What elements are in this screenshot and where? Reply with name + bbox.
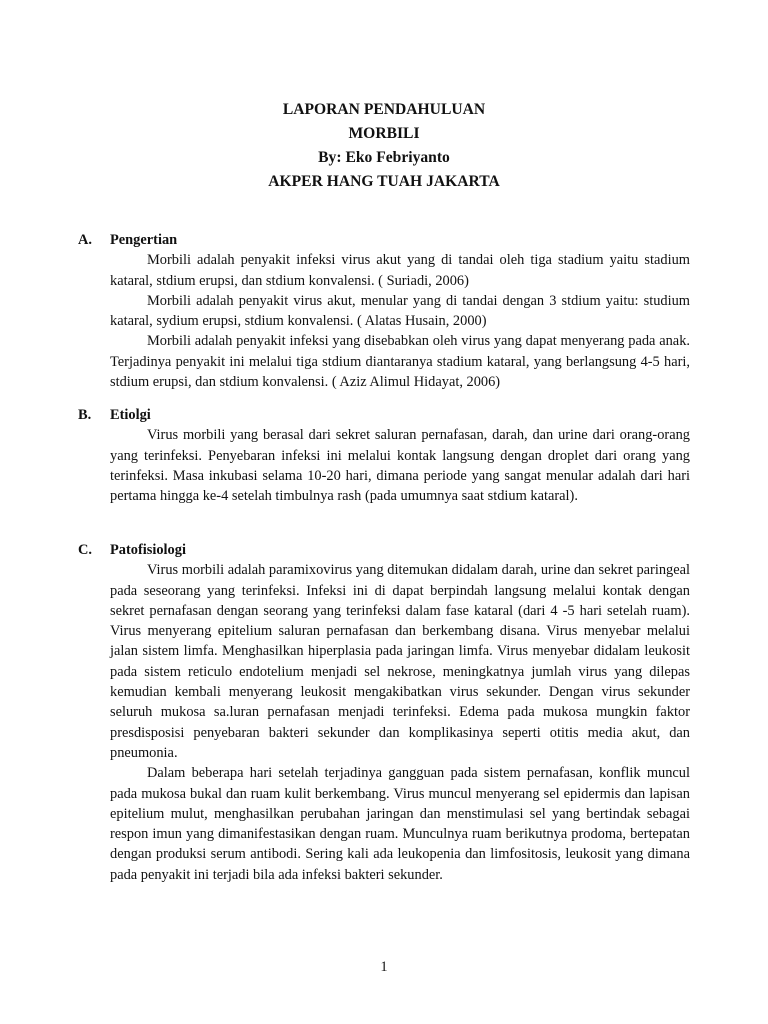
paragraph: Morbili adalah penyakit infeksi yang disebabkan oleh virus yang dapat menyerang pada anak. Terjadinya penyakit ini melalui tiga stdium diantaranya stadium kataral, yang berlangsung 4-5 hari, stdium erupsi, dan stdium konvalensi. ( Aziz Alimul Hidayat, 2006) [110,333,690,391]
report-institution: AKPER HANG TUAH JAKARTA [268,173,500,190]
paragraph: Dalam beberapa hari setelah terjadinya gangguan pada sistem pernafasan, konflik muncul pada mukosa bukal dan ruam kulit berkembang. Virus muncul menyerang sel epidermis dan lapisan epitelium mulut, menghasilkan perubahan jaringan dan menstimulasi sel yang bertindak sebagai respon imun yang dimanifestasikan dengan ruam. Munculnya ruam berikutnya prodoma, bertepatan dengan produksi serum antibodi. Sering kali ada leukopenia dan limfositosis, leukosit yang dimana pada penyakit ini terjadi bila ada infeksi bakteri sekunder. [110,765,690,883]
section-body [78,250,690,392]
page-number: 1 [380,959,388,975]
section-letter: B. [78,407,92,423]
section-patofisiologi [78,540,690,885]
report-author: By: Eko Febriyanto [318,149,450,166]
paragraph: Virus morbili yang berasal dari sekret saluran pernafasan, darah, dan urine dari orang-orang yang terinfeksi. Penyebaran infeksi ini melalui kontak langsung dengan droplet dari orang yang terinfeksi. Masa inkubasi selama 10-20 hari, dimana periode yang sangat menular adalah dari hari pertama hingga ke-4 setelah timbulnya rash (pada umumnya saat stdium kataral). [110,427,690,505]
section-letter: A. [78,232,92,248]
report-title: LAPORAN PENDAHULUAN [282,101,486,118]
section-title: Pengertian [110,232,178,248]
section-letter: C. [78,542,92,558]
paragraph: Virus morbili adalah paramixovirus yang ditemukan didalam darah, urine dan sekret paringeal pada seseorang yang terinfeksi. Infeksi ini di dapat berpindah langsung melalui kontak dengan sekret pernafasan dengan seorang yang terinfeksi dalam fase kataral (dari 4 -5 hari setelah ruam). Virus menyerang epitelium saluran pernafasan dan berkembang disana. Virus menyebar melalui jalan sistem limfa. Menghasilkan hiperplasia pada jaringan limfa. Virus menyebar didalam leukosit pada sistem reticulo endotelium menjadi sel nekrose, meningkatnya jumlah virus yang dilepas kemudian kembali menyerang leukosit mengakibatkan virus sekunder. Dengan virus sekunder seluruh mukosa sa.luran pernafasan menjadi terinfeksi. Edema pada mukosa mungkin faktor presdisposisi penyebaran bakteri sekunder dan komplikasinya seperti otitis media akut, dan pneumonia. [110,562,690,761]
document-header [0,98,768,194]
section-title: Patofisiologi [110,542,186,558]
report-topic: MORBILI [348,125,420,142]
section-body [78,560,690,885]
paragraph: Morbili adalah penyakit virus akut, menular yang di tandai dengan 3 stdium yaitu: studium kataral, sydium erupsi, stdium konvalensi. ( Alatas Husain, 2000) [110,292,690,330]
section-etiolgi [78,405,690,506]
paragraph: Morbili adalah penyakit infeksi virus akut yang di tandai oleh tiga stadium yaitu stadium kataral, stdium erupsi, dan stdium konvalensi. ( Suriadi, 2006) [110,252,690,289]
section-pengertian [78,230,690,392]
section-title: Etiolgi [110,407,151,423]
section-body [78,425,690,506]
